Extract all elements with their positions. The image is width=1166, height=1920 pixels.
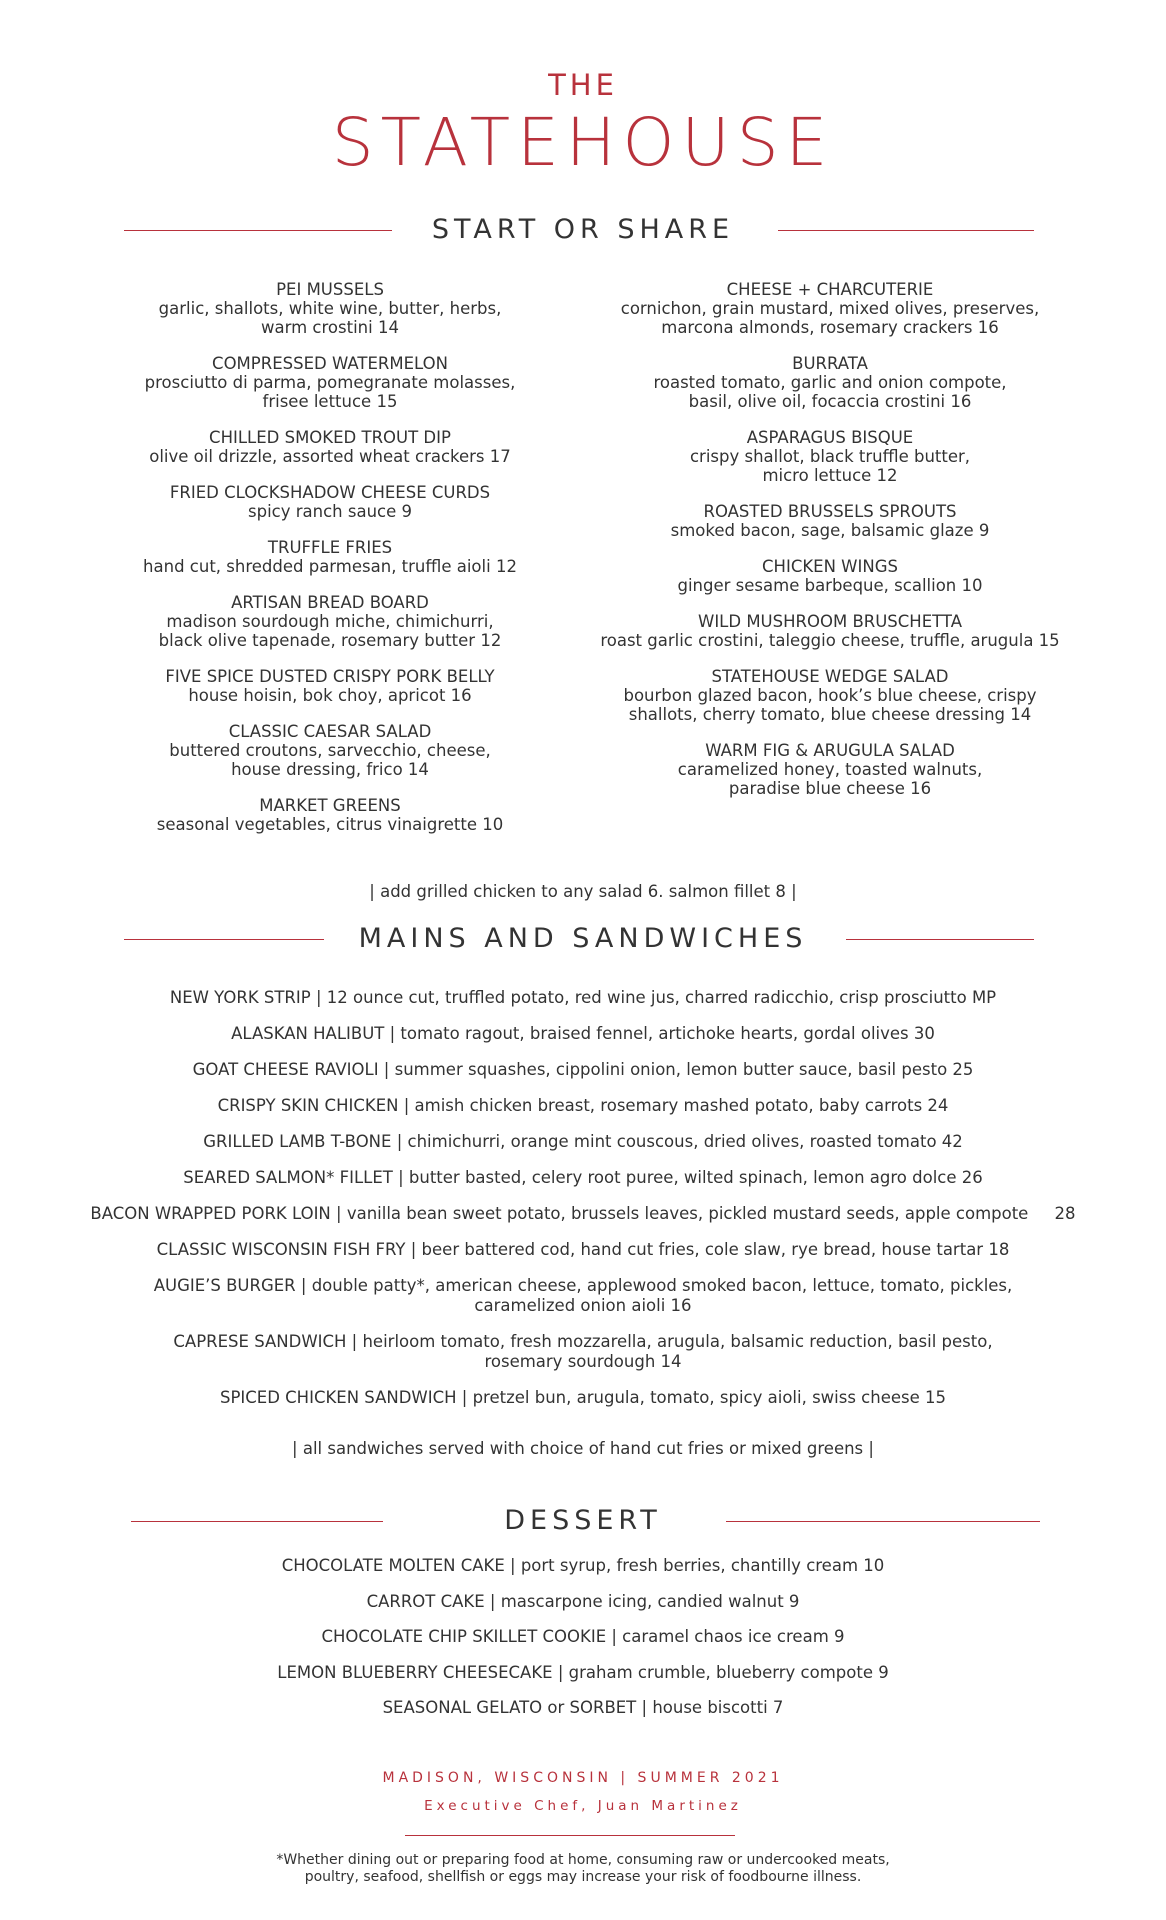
- menu-item-description: caramelized honey, toasted walnuts,: [677, 760, 983, 779]
- main-item-line: CLASSIC WISCONSIN FISH FRY | beer battered cod, hand cut fries, cole slaw, rye bread, house tartar 18: [156, 1240, 1010, 1259]
- menu-item: [570, 741, 1090, 798]
- menu-item-name: WARM FIG & ARUGULA SALAD: [705, 741, 955, 760]
- main-item: [0, 1168, 1166, 1188]
- main-item-line: GOAT CHEESE RAVIOLI | summer squashes, cippolini onion, lemon butter sauce, basil pesto 25: [192, 1060, 974, 1079]
- menu-item: [70, 796, 590, 834]
- main-item-line: SPICED CHICKEN SANDWICH | pretzel bun, arugula, tomato, spicy aioli, swiss cheese 15: [219, 1388, 947, 1407]
- menu-item: [570, 667, 1090, 724]
- menu-item: [570, 428, 1090, 485]
- menu-item-description-cont: basil, olive oil, focaccia crostini 16: [688, 392, 972, 411]
- menu-item-description: prosciutto di parma, pomegranate molasses,: [144, 373, 516, 392]
- menu-item-name: STATEHOUSE WEDGE SALAD: [711, 667, 949, 686]
- menu-item-description: cornichon, grain mustard, mixed olives, preserves,: [620, 299, 1040, 318]
- section-start-header: [0, 212, 1166, 248]
- main-item: [0, 1240, 1166, 1260]
- mains-list: [0, 988, 1166, 1424]
- menu-item: [570, 280, 1090, 337]
- footer-divider: [405, 1835, 735, 1836]
- menu-item-description: spicy ranch sauce 9: [248, 502, 412, 521]
- menu-item-description: bourbon glazed bacon, hook’s blue cheese, crispy: [623, 686, 1037, 705]
- menu-item-description-cont: marcona almonds, rosemary crackers 16: [661, 318, 999, 337]
- main-item-line: ALASKAN HALIBUT | tomato ragout, braised fennel, artichoke hearts, gordal olives 30: [231, 1024, 935, 1043]
- salad-addon-note: | add grilled chicken to any salad 6. salmon fillet 8 |: [369, 882, 797, 901]
- menu-item: [70, 483, 590, 521]
- main-item: [0, 1132, 1166, 1152]
- menu-item: [70, 428, 590, 466]
- main-item: [0, 1276, 1166, 1316]
- menu-item: [570, 354, 1090, 411]
- menu-item: [70, 354, 590, 411]
- menu-item-description-cont: warm crostini 14: [261, 318, 399, 337]
- menu-item-description: smoked bacon, sage, balsamic glaze 9: [670, 521, 990, 540]
- main-item: [0, 1204, 1166, 1224]
- dessert-item: CHOCOLATE CHIP SKILLET COOKIE | caramel chaos ice cream 9: [321, 1627, 845, 1646]
- menu-item: [570, 502, 1090, 540]
- dessert-list: [0, 1556, 1166, 1734]
- starters-left-column: [70, 280, 590, 851]
- menu-item: [570, 557, 1090, 595]
- menu-item-description: madison sourdough miche, chimichurri,: [166, 612, 494, 631]
- menu-item-description: ginger sesame barbeque, scallion 10: [677, 576, 983, 595]
- dessert-item: CARROT CAKE | mascarpone icing, candied walnut 9: [366, 1591, 800, 1611]
- disclaimer-line-1: *Whether dining out or preparing food at home, consuming raw or undercooked meats,: [276, 1852, 890, 1868]
- footer-chef: Executive Chef, Juan Martinez: [424, 1798, 742, 1814]
- section-dessert-header: [0, 1503, 1166, 1539]
- logo-the: THE: [548, 68, 618, 102]
- section-mains-header: [0, 921, 1166, 957]
- menu-item: [570, 612, 1090, 650]
- menu-item: [70, 280, 590, 337]
- menu-item-name: CHILLED SMOKED TROUT DIP: [209, 428, 451, 447]
- menu-item-name: BURRATA: [792, 354, 868, 373]
- menu-item: [70, 722, 590, 779]
- menu-item-name: FRIED CLOCKSHADOW CHEESE CURDS: [169, 483, 491, 502]
- menu-item-description: seasonal vegetables, citrus vinaigrette 10: [156, 815, 504, 834]
- main-item: [0, 1332, 1166, 1372]
- starters-right-column: [570, 280, 1090, 815]
- sandwich-note: | all sandwiches served with choice of hand cut fries or mixed greens |: [292, 1439, 874, 1458]
- main-item: [0, 1388, 1166, 1408]
- menu-item-description-cont: shallots, cherry tomato, blue cheese dressing 14: [628, 705, 1032, 724]
- dessert-item: SEASONAL GELATO or SORBET | house biscotti 7: [382, 1698, 784, 1717]
- menu-item-name: FIVE SPICE DUSTED CRISPY PORK BELLY: [165, 667, 495, 686]
- menu-item-description: garlic, shallots, white wine, butter, herbs,: [158, 299, 502, 318]
- main-item: [0, 1060, 1166, 1080]
- main-item-line: CRISPY SKIN CHICKEN | amish chicken breast, rosemary mashed potato, baby carrots 24: [217, 1096, 949, 1115]
- main-item-line: AUGIE’S BURGER | double patty*, american cheese, applewood smoked bacon, lettuce, tomato, pickles,: [153, 1276, 1013, 1295]
- main-item-line: NEW YORK STRIP | 12 ounce cut, truffled potato, red wine jus, charred radicchio, crisp prosciutto MP: [169, 988, 997, 1007]
- menu-item-name: CHICKEN WINGS: [762, 557, 898, 576]
- menu-item-description: hand cut, shredded parmesan, truffle aioli 12: [143, 557, 517, 576]
- dessert-item: CHOCOLATE MOLTEN CAKE | port syrup, fresh berries, chantilly cream 10: [281, 1556, 885, 1575]
- main-item-line-cont: caramelized onion aioli 16: [474, 1296, 692, 1315]
- menu-item-name: CHEESE + CHARCUTERIE: [726, 280, 934, 299]
- dessert-item: LEMON BLUEBERRY CHEESECAKE | graham crumble, blueberry compote 9: [277, 1662, 889, 1682]
- main-item: [0, 1096, 1166, 1116]
- menu-item-description: crispy shallot, black truffle butter,: [689, 447, 971, 466]
- menu-item-name: COMPRESSED WATERMELON: [212, 354, 448, 373]
- logo-statehouse: STATEHOUSE: [331, 104, 835, 181]
- main-item-line: BACON WRAPPED PORK LOIN | vanilla bean sweet potato, brussels leaves, pickled mustard seeds, apple compote 28: [90, 1204, 1076, 1223]
- menu-item: [70, 667, 590, 705]
- main-item: [0, 1024, 1166, 1044]
- main-item-line: GRILLED LAMB T-BONE | chimichurri, orange mint couscous, dried olives, roasted tomato 42: [203, 1132, 963, 1151]
- menu-item-description-cont: house dressing, frico 14: [231, 760, 429, 779]
- main-item-line: SEARED SALMON* FILLET | butter basted, celery root puree, wilted spinach, lemon agro dolce 26: [183, 1168, 983, 1187]
- menu-item-name: PEI MUSSELS: [276, 280, 384, 299]
- disclaimer-line-2: poultry, seafood, shellfish or eggs may increase your risk of foodbourne illness.: [304, 1869, 862, 1885]
- menu-item: [70, 593, 590, 650]
- menu-item-name: WILD MUSHROOM BRUSCHETTA: [698, 612, 962, 631]
- menu-item-name: CLASSIC CAESAR SALAD: [228, 722, 432, 741]
- section-title-mains: MAINS AND SANDWICHES: [358, 923, 808, 954]
- section-title-dessert: DESSERT: [504, 1505, 662, 1536]
- footer-location: MADISON, WISCONSIN | SUMMER 2021: [382, 1770, 784, 1786]
- menu-item-description: roasted tomato, garlic and onion compote,: [653, 373, 1007, 392]
- menu-item: [70, 538, 590, 576]
- menu-item-description: roast garlic crostini, taleggio cheese, truffle, arugula 15: [600, 631, 1060, 650]
- menu-item-description-cont: black olive tapenade, rosemary butter 12: [158, 631, 502, 650]
- menu-item-description: buttered croutons, sarvecchio, cheese,: [169, 741, 491, 760]
- menu-item-name: ASPARAGUS BISQUE: [746, 428, 914, 447]
- section-title-start: START OR SHARE: [431, 214, 735, 245]
- menu-item-description-cont: frisee lettuce 15: [262, 392, 398, 411]
- menu-item-description: house hoisin, bok choy, apricot 16: [188, 686, 472, 705]
- health-disclaimer: [0, 1852, 1166, 1886]
- main-item-line-cont: rosemary sourdough 14: [484, 1352, 682, 1371]
- menu-item-name: ROASTED BRUSSELS SPROUTS: [703, 502, 957, 521]
- menu-item-description-cont: micro lettuce 12: [762, 466, 898, 485]
- menu-item-description-cont: paradise blue cheese 16: [728, 779, 932, 798]
- menu-item-name: MARKET GREENS: [259, 796, 401, 815]
- menu-item-name: ARTISAN BREAD BOARD: [231, 593, 429, 612]
- menu-item-description: olive oil drizzle, assorted wheat crackers 17: [149, 447, 511, 466]
- main-item: [0, 988, 1166, 1008]
- menu-item-name: TRUFFLE FRIES: [267, 538, 393, 557]
- main-item-line: CAPRESE SANDWICH | heirloom tomato, fresh mozzarella, arugula, balsamic reduction, basil pesto,: [173, 1332, 993, 1351]
